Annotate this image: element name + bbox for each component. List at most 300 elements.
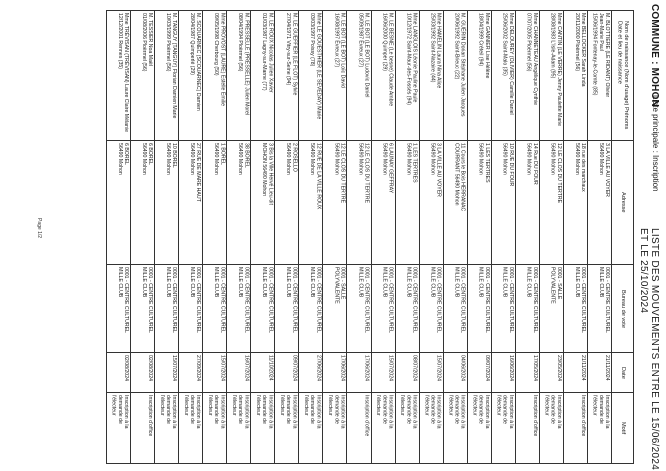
cell-motif-line: l'électeur — [110, 395, 117, 416]
table-row — [274, 11, 298, 463]
cell-motif-line: demande de — [237, 395, 244, 424]
cell-motif-line: demande de — [597, 395, 604, 424]
cell-motif-line: Inscription d'office — [531, 395, 538, 437]
cell-bureau — [420, 265, 443, 353]
cell-bureau — [468, 265, 491, 353]
cell-date — [516, 353, 539, 393]
cell-address-line: 56490 Mohon — [140, 143, 147, 175]
table-row — [443, 11, 467, 463]
cell-name — [492, 11, 515, 141]
cell-address-line: 10 BOREL — [171, 143, 178, 168]
cell-address-line: 1 LES TERTRES — [411, 143, 418, 183]
cell-bureau — [179, 265, 202, 353]
cell-motif-line: demande de — [405, 395, 412, 424]
cell-bureau-line: 0001 - CENTRE CULTUREL — [387, 267, 394, 333]
cell-bureau-line: 0001 - CENTRE CULTUREL — [507, 267, 514, 333]
cell-bureau — [131, 265, 154, 353]
cell-motif-line: l'électeur — [327, 395, 334, 416]
cell-bureau-line: MILLE CLUB — [261, 267, 268, 298]
cell-bureau-line: 0001 - CENTRE CULTUREL — [315, 267, 322, 333]
cell-address-line: 56490 Mohon — [116, 143, 123, 175]
cell-motif-line: Inscription à la — [483, 395, 490, 429]
table-row — [154, 11, 178, 463]
list-subtitle: Liste principale : Inscription — [651, 95, 660, 192]
cell-name — [564, 11, 587, 141]
cell-name — [323, 11, 346, 141]
cell-motif-line: demande de — [309, 395, 316, 424]
cell-name — [444, 11, 467, 141]
cell-motif — [275, 393, 298, 463]
cell-motif-line: l'électeur — [158, 395, 165, 416]
cell-name-line: M. LE BESNE (Le besne) Claude Ambre — [387, 13, 394, 107]
table-row — [539, 11, 563, 463]
cell-address-line: 56490 Mohon — [405, 143, 412, 175]
cell-bureau-line: MILLE CLUB — [285, 267, 292, 298]
cell-bureau-line: 0001 - CENTRE CULTUREL — [483, 267, 490, 333]
cell-motif-line: l'électeur — [303, 395, 310, 416]
cell-date — [251, 353, 274, 393]
cell-name-line: 27/04/1971 Vitry-sur-Seine (94) — [285, 13, 292, 86]
table-row — [419, 11, 443, 463]
cell-name-line: M. PRESSELLE (PRESSELLE) Julien Morel — [243, 13, 250, 116]
cell-address-line: 56490 Mohon — [381, 143, 388, 175]
cell-date-value: 21/11/2024 — [604, 355, 610, 381]
cell-name — [131, 11, 154, 141]
cell-motif-line: Inscription d'office — [579, 395, 586, 437]
cell-motif-line: l'électeur — [399, 395, 406, 416]
table-row — [491, 11, 515, 463]
cell-motif-line: l'électeur — [471, 395, 478, 416]
table-row — [467, 11, 491, 463]
cell-bureau — [155, 265, 178, 353]
cell-address — [564, 141, 587, 265]
cell-bureau-line: 0001 - SALLE — [339, 267, 346, 300]
cell-bureau — [372, 265, 395, 353]
cell-bureau-line: 0001 - CENTRE CULTUREL — [291, 267, 298, 333]
cell-date-value: 15/07/2024 — [171, 355, 178, 381]
table-row — [130, 11, 154, 463]
cell-date — [275, 353, 298, 393]
cell-date-value: 11/10/2024 — [267, 355, 274, 381]
cell-motif-line: Inscription à la — [243, 395, 250, 429]
cell-address — [347, 141, 370, 265]
cell-name — [203, 11, 226, 141]
cell-bureau-line: MILLE CLUB — [381, 267, 388, 298]
cell-motif-line: l'électeur — [206, 395, 213, 416]
cell-name — [299, 11, 322, 141]
cell-name-line: Mme HAMELIN Laura Nina Alice — [435, 13, 442, 89]
cell-date — [203, 353, 226, 393]
cell-name — [155, 11, 178, 141]
cell-motif-line: demande de — [381, 395, 388, 424]
cell-name-line: M. LE ROUX Nicolas Julien Xavier — [267, 13, 274, 93]
cell-bureau-line: MILLE CLUB — [213, 267, 220, 298]
cell-date — [227, 353, 250, 393]
cell-motif-line: demande de — [164, 395, 171, 424]
cell-address — [179, 141, 202, 265]
cell-name-line: M. LE GUEFFIER (LE FLOT) Sylvie — [291, 13, 298, 96]
cell-address-line: 56490 Mohon — [525, 143, 532, 175]
cell-address-line: 56490 Mohon — [597, 143, 604, 175]
cell-address — [299, 141, 322, 265]
cell-address-line: 1 BOREL — [219, 143, 226, 165]
cell-name-line: Mme BELLOCKER Sarah Linda — [579, 13, 586, 87]
cell-name-line: M. TESSIER Noa Maël — [147, 13, 154, 66]
cell-date — [588, 353, 611, 393]
table-row — [587, 11, 611, 463]
header-name — [612, 11, 633, 141]
cell-bureau-line: 0001 - CENTRE CULTUREL — [195, 267, 202, 333]
cell-name-line: 20/06/1992 Saint-Brieuc (22) — [453, 13, 460, 80]
cell-address-line: 6 BOREL — [147, 143, 154, 165]
cell-name-line: 16/06/2000 Quimper (29) — [381, 13, 388, 71]
cell-bureau — [251, 265, 274, 353]
cell-motif — [516, 393, 539, 463]
cell-address-line: 18 rue des marchaux — [579, 143, 586, 192]
cell-date-value: 08/07/2024 — [411, 355, 418, 381]
cell-name-line: Mme CHANNETEAU Angélique Cynthie — [531, 13, 538, 105]
cell-bureau — [564, 265, 587, 353]
table-row — [346, 11, 370, 463]
cell-address-line: 11 Cours le Bois HERRANAC — [459, 143, 466, 212]
cell-date-value: 27/09/2024 — [195, 355, 202, 381]
cell-name-line: M. LE BOT (LE BOT) Ludovic Daniel — [363, 13, 370, 98]
cell-date — [299, 353, 322, 393]
cell-motif-line: demande de — [116, 395, 123, 424]
cell-address-line: 56490 Mohon — [237, 143, 244, 175]
cell-bureau — [516, 265, 539, 353]
cell-motif — [179, 393, 202, 463]
cell-bureau-line: POLYVALENTE — [549, 267, 556, 304]
cell-bureau-line: 0001 - CENTRE CULTUREL — [171, 267, 178, 333]
cell-date-value: 04/06/2024 — [459, 355, 466, 381]
cell-bureau-line: 0001 - CENTRE CULTUREL — [604, 267, 610, 333]
cell-bureau-line: MILLE CLUB — [477, 267, 484, 298]
cell-date-value: 15/07/2024 — [387, 355, 394, 381]
cell-address-line: 12 RUE DE LA VILLE ROUX — [315, 143, 322, 210]
cell-name-line: 10/12/1972 Saint-Maur-des-Fossés (94) — [405, 13, 412, 105]
cell-motif-line: demande de — [477, 395, 484, 424]
cell-name-line: 16/08/1997 Évreux (27) — [333, 13, 340, 68]
cell-motif-line: Inscription à la — [387, 395, 394, 429]
cell-bureau-line: 0001 - CENTRE CULTUREL — [459, 267, 466, 333]
table-row — [371, 11, 395, 463]
cell-name-line: 20/11/2000 Ploërmel (56) — [573, 13, 580, 72]
header-bureau — [612, 265, 633, 353]
cell-motif-line: Inscription à la — [291, 395, 298, 429]
cell-motif — [299, 393, 322, 463]
cell-name — [227, 11, 250, 141]
cell-name-line: 01/03/1987 Lagny-sur-Marne (77) — [261, 13, 268, 91]
cell-name-line: Mme GANNIER Lise Hélène — [483, 13, 490, 79]
cell-motif — [323, 393, 346, 463]
cell-bureau-line: 0001 - CENTRE CULTUREL — [435, 267, 442, 333]
cell-name-line: Mme CANTIN (LE VERRE) Jenny Paulette Marie — [555, 13, 562, 127]
movements-table — [106, 10, 634, 464]
cell-bureau — [444, 265, 467, 353]
cell-address-line: 56490 Mohon — [573, 143, 580, 175]
cell-address-line: 12 LE CLOS DU TERTRE — [339, 143, 346, 204]
cell-date-value: 15/07/2024 — [435, 355, 442, 381]
cell-address-line: 56490 Mohon — [477, 143, 484, 175]
cell-date — [444, 353, 467, 393]
cell-bureau-line: 0001 - CENTRE CULTUREL — [267, 267, 274, 333]
cell-date — [540, 353, 563, 393]
cell-motif-line: demande de — [285, 395, 292, 424]
cell-name — [179, 11, 202, 141]
cell-bureau-line: 0001 - CENTRE CULTUREL — [123, 267, 130, 333]
cell-motif — [444, 393, 467, 463]
cell-name-line: 12/12/2001 Rennes (35) — [116, 13, 123, 69]
cell-address — [107, 141, 130, 265]
cell-bureau-line: MILLE CLUB — [189, 267, 195, 298]
cell-motif-line: demande de — [189, 395, 195, 424]
cell-name-line: M. BLOTTIERE (LE RIDANT) Olivier — [604, 13, 610, 98]
cell-address — [492, 141, 515, 265]
cell-name — [468, 11, 491, 141]
cell-date-value: 09/07/2024 — [483, 355, 490, 381]
cell-motif-line: Inscription à la — [604, 395, 610, 429]
cell-bureau-line: MILLE CLUB — [164, 267, 171, 298]
cell-address — [131, 141, 154, 265]
cell-bureau-line: POLYVALENTE — [333, 267, 340, 304]
cell-date — [131, 353, 154, 393]
cell-motif-line: demande de — [213, 395, 220, 424]
cell-date-value: 09/07/2024 — [291, 355, 298, 381]
cell-motif-line: Inscription à la — [435, 395, 442, 429]
cell-motif-line: l'électeur — [543, 395, 550, 416]
cell-name-line: 08/04/1994 Ploërmel (56) — [237, 13, 244, 72]
cell-bureau — [275, 265, 298, 353]
cell-date-value: 02/08/2024 — [123, 355, 130, 381]
cell-name — [588, 11, 611, 141]
table-row — [202, 11, 226, 463]
header-name-line-1: Nom de naissance (Nom d'usage) Prénoms — [623, 21, 630, 130]
cell-bureau-line: MILLE CLUB — [597, 267, 604, 298]
header-date-label: Date — [619, 366, 626, 379]
cell-address — [275, 141, 298, 265]
cell-date-value: 17/05/2024 — [531, 355, 538, 381]
cell-date-value: 16/06/2024 — [507, 355, 514, 381]
cell-motif-line: demande de — [333, 395, 340, 424]
cell-address-line: 12 LE CLOS DU TERTRE — [363, 143, 370, 204]
cell-address-line: 56490 Mohon — [429, 143, 436, 175]
cell-address-line: 3 LA VILLE AU VOYER — [604, 143, 610, 197]
cell-address-line: 6 LAUNAY GEFFRAY — [387, 143, 394, 194]
cell-name — [107, 11, 130, 141]
table-row — [298, 11, 322, 463]
cell-bureau-line: 0001 - CENTRE CULTUREL — [219, 267, 226, 333]
cell-motif-line: Inscription à la — [459, 395, 466, 429]
cell-motif-line: demande de — [501, 395, 508, 424]
cell-address — [468, 141, 491, 265]
cell-date — [564, 353, 587, 393]
cell-name-line: Jean-Marie Paul — [597, 13, 604, 51]
cell-motif-line: Inscription à la — [123, 395, 130, 429]
cell-name-line: 15/06/1994 Fontenay-le-Comte (85) — [591, 13, 598, 96]
cell-name-line: 25/03/1992 Saint-Nazaire (44) — [429, 13, 436, 83]
cell-bureau — [227, 265, 250, 353]
cell-address-line: 56490 Mohon — [309, 143, 316, 175]
cell-name — [347, 11, 370, 141]
cell-motif — [540, 393, 563, 463]
cell-motif-line: l'électeur — [230, 395, 237, 416]
cell-name-line: 07/07/2005 Ploërmel (56) — [525, 13, 532, 72]
cell-date — [107, 353, 130, 393]
cell-bureau — [396, 265, 419, 353]
cell-address-line: 56490 Mohon — [549, 143, 556, 175]
table-row — [226, 11, 250, 463]
cell-address-line: 2 ROSELLO — [291, 143, 298, 172]
cell-motif-line: l'électeur — [591, 395, 598, 416]
cell-date-value: 02/08/2024 — [147, 355, 154, 381]
cell-name-line: 01/08/2006 Ploërmel (56) — [140, 13, 147, 72]
commune-heading: COMMUNE : MOHON — [649, 4, 660, 107]
cell-name-line: 25/06/2002 Saint-Malo (35) — [501, 13, 508, 76]
cell-motif-line: Inscription à la — [171, 395, 178, 429]
cell-name-line: 28/08/1983 L'Isle-Adam (95) — [549, 13, 556, 79]
header-motif — [612, 393, 633, 463]
cell-bureau-line: 0001 - CENTRE CULTUREL — [243, 267, 250, 333]
cell-motif-line: demande de — [429, 395, 436, 424]
cell-motif-line: Inscription à la — [315, 395, 322, 429]
cell-bureau-line: MILLE CLUB — [429, 267, 436, 298]
cell-date — [372, 353, 395, 393]
cell-bureau-line: 0001 - SALLE — [555, 267, 562, 300]
cell-address — [227, 141, 250, 265]
cell-date-value: 17/06/2024 — [363, 355, 370, 381]
cell-motif — [468, 393, 491, 463]
cell-bureau-line: MILLE CLUB — [405, 267, 412, 298]
cell-motif — [155, 393, 178, 463]
cell-name-line: Mme TRÉVISAN (TRÉVISAN) Laure Claire Mélanie — [123, 13, 130, 132]
cell-motif-line: Inscription à la — [555, 395, 562, 429]
cell-motif-line: Inscription à la — [195, 395, 202, 429]
table-row — [395, 11, 419, 463]
cell-bureau — [323, 265, 346, 353]
cell-name-line: Mme LE GOUESTHIER (LE SEVEDAY) Marie — [315, 13, 322, 120]
cell-bureau — [299, 265, 322, 353]
cell-motif-line: demande de — [261, 395, 268, 424]
cell-address — [372, 141, 395, 265]
cell-bureau-line: MILLE CLUB — [357, 267, 364, 298]
cell-motif-line: Inscription à la — [267, 395, 274, 429]
cell-name-line: 03/03/1997 Poissy (78) — [309, 13, 316, 67]
table-row — [250, 11, 274, 463]
cell-motif — [420, 393, 443, 463]
cell-bureau-line: MILLE CLUB — [140, 267, 147, 298]
table-row — [178, 11, 202, 463]
cell-address — [155, 141, 178, 265]
cell-name — [540, 11, 563, 141]
cell-motif — [588, 393, 611, 463]
cell-name — [275, 11, 298, 141]
cell-bureau — [540, 265, 563, 353]
cell-bureau-line: MILLE CLUB — [309, 267, 316, 298]
cell-motif — [227, 393, 250, 463]
cell-motif — [347, 393, 370, 463]
cell-address-line: 10 RUE DU FOUR — [507, 143, 514, 187]
table-row — [515, 11, 539, 463]
table-row — [107, 11, 130, 463]
cell-name — [251, 11, 274, 141]
cell-bureau — [492, 265, 515, 353]
cell-bureau-line: 0001 - CENTRE CULTUREL — [147, 267, 154, 333]
cell-motif — [107, 393, 130, 463]
cell-motif-line: l'électeur — [447, 395, 454, 416]
cell-address — [251, 141, 274, 265]
cell-motif — [372, 393, 395, 463]
cell-date-value: 16/07/2024 — [243, 355, 250, 381]
cell-bureau — [107, 265, 130, 353]
cell-date — [420, 353, 443, 393]
cell-name-line: Mme DELOUREY (OLIVIER) Camille Daniel — [507, 13, 514, 115]
cell-motif-line: l'électeur — [278, 395, 285, 416]
cell-name-line: 18/04/1999 Créteil (94) — [477, 13, 484, 67]
cell-name — [372, 11, 395, 141]
cell-motif-line: demande de — [549, 395, 556, 424]
cell-motif-line: Inscription à la — [411, 395, 418, 429]
cell-motif-line: Inscription à la — [339, 395, 346, 429]
cell-motif-line: Inscription à la — [507, 395, 514, 429]
cell-address-line: 14 Rue DU FOUR — [531, 143, 538, 185]
cell-date — [347, 353, 370, 393]
cell-address-line: 6 BOREL — [123, 143, 130, 165]
cell-name — [516, 11, 539, 141]
cell-bureau-line: MILLE CLUB — [573, 267, 580, 298]
cell-address-line: COURRANT 56490 Mohon — [453, 143, 460, 206]
cell-name-line: Mme PROVOST (LAURE) Estelle Emilie — [219, 13, 226, 107]
cell-address-line: 3 LA VILLE AU VOYER — [435, 143, 442, 197]
cell-address-line: 56490 Mohon — [189, 143, 195, 175]
cell-name-line: M. SCOUARNEC (SCOUARNEC) Damien — [195, 13, 202, 111]
header-address — [612, 141, 633, 265]
cell-address-line: 1 LES TERTRES — [483, 143, 490, 183]
page-number: Page 1/2 — [36, 218, 42, 239]
cell-name — [420, 11, 443, 141]
cell-bureau-line: MILLE CLUB — [501, 267, 508, 298]
cell-motif — [396, 393, 419, 463]
cell-name-line: M. TANGUY (TANGUY) Florian Damien Marie — [171, 13, 178, 119]
cell-address — [203, 141, 226, 265]
cell-name-line: 28/04/1987 Quimperlé (29) — [189, 13, 195, 75]
table-row — [322, 11, 346, 463]
header-date — [612, 353, 633, 393]
cell-address — [444, 141, 467, 265]
table-row — [563, 11, 587, 463]
cell-motif — [131, 393, 154, 463]
cell-name-line: 10/03/1999 Ploërmel (56) — [164, 13, 171, 72]
cell-bureau-line: 0001 - CENTRE CULTUREL — [411, 267, 418, 333]
cell-motif-line: l'électeur — [254, 395, 261, 416]
cell-date — [323, 353, 346, 393]
cell-bureau-line: 0001 - CENTRE CULTUREL — [579, 267, 586, 333]
cell-address-line: 56490 Mohon — [501, 143, 508, 175]
cell-address — [323, 141, 346, 265]
cell-address-line: 56490 Mohon — [164, 143, 171, 175]
cell-date — [155, 353, 178, 393]
cell-address — [540, 141, 563, 265]
table-header-row — [611, 11, 633, 463]
cell-motif-line: l'électeur — [495, 395, 502, 416]
cell-address-line: 12 LE CLOS DU TERTRE — [555, 143, 562, 204]
cell-bureau-line: MILLE CLUB — [237, 267, 244, 298]
cell-date — [396, 353, 419, 393]
cell-motif — [203, 393, 226, 463]
cell-address-line: 56490 Mohon — [285, 143, 292, 175]
cell-motif — [251, 393, 274, 463]
cell-date — [468, 353, 491, 393]
